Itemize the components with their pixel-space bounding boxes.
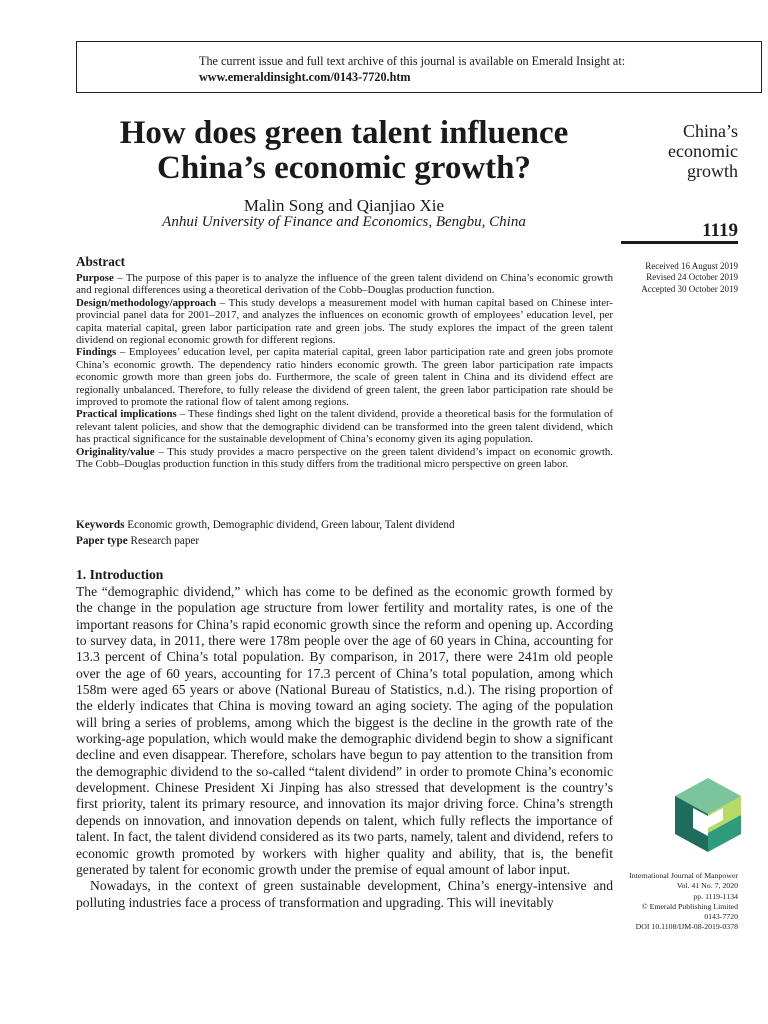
abstract-text: – Employees’ education level, per capita material capital, green labor participation rate and green jobs promote China’s economic growth. The dependency ratio hinders economic growth. The green labor participation rate impacts economic growth more than green jobs do. Furthermore, the scale of green talent in China and its dividend effect are regionally unbalanced. Therefore, to fully release the dividend of green talent, the green labor participation rate should be improved to promote the rational flow of talent among regions.: [76, 346, 613, 409]
abstract-label: Purpose: [76, 272, 114, 284]
paper-type: [76, 533, 613, 549]
received-date: Received 16 August 2019: [645, 261, 738, 271]
article-history-dates: [641, 261, 738, 295]
running-head-line: economic: [668, 141, 738, 161]
introduction-heading: 1. Introduction: [76, 567, 164, 582]
introduction-paragraph: Nowadays, in the context of green sustainable development, China’s energy-intensive and polluting industries face a process of transformation and upgrading. This will inevitably: [76, 878, 613, 910]
page-number-rule: [621, 241, 738, 244]
abstract-label: Design/methodology/approach: [76, 296, 217, 309]
keywords-block: [76, 517, 613, 549]
journal-doi[interactable]: DOI 10.1108/IJM-08-2019-0378: [635, 922, 738, 932]
running-head-line: China’s: [682, 121, 738, 141]
keywords: [76, 517, 613, 533]
journal-pages: pp. 1119-1134: [693, 891, 738, 901]
journal-issn: 0143-7720: [704, 912, 738, 922]
journal-info: [629, 871, 738, 933]
journal-name: International Journal of Manpower: [629, 871, 738, 880]
abstract-text: – This study provides a macro perspective on the green talent dividend’s impact on economic growth. The Cobb–Douglas production function in this study differs from the traditional micro perspective on green labor.: [76, 445, 613, 471]
abstract-text: – These findings shed light on the talent dividend, provide a theoretical basis for the formulation of relevant talent policies, and show that the demographic dividend can be transformed into the green talent dividend, which has practical significance for the sustainable development of China’s economy given its aging population.: [76, 408, 613, 446]
abstract: [76, 254, 613, 471]
introduction-paragraph: The “demographic dividend,” which has come to be defined as the economic growth formed by the change in the population age structure from lower fertility and mortality rates, is one of the important reasons for China’s rapid economic growth since the reform and opening up. According to survey data, in 2011, there were 178m people over the age of 60 years in China, accounting for 13.3 percent of China’s total population. By comparison, in 2017, there were 241m old people over the age of 60 years, accounting for 17.3 percent of China’s total population, among which 158m were aged 65 years or above (National Bureau of Statistics, n.d.). The rising proportion of the elderly indicates that China is moving toward an aging society. The aging of the population will bring a series of problems, among which the biggest is the decline in the growth rate of the working-age population, which would make the demographic dividend begin to show a significant decline and even disappear. Therefore, scholars have begun to pay attention to the transition from the demographic dividend to the so-called “talent dividend” in order to promote China’s economic development. Chinese President Xi Jinping has also stressed that development is the country’s first priority, talent its primary resource, and innovation its major driving force. China’s strength depends on innovation, and innovation depends on talent, which fully reflects the importance of talent. In fact, the talent dividend considered as its two parts, namely, talent and dividend, refers to economic growth promoted by workers with higher quality and ability, that is, the benefit generated by talent for economic growth under the premise of equal amount of labor input.: [76, 584, 613, 877]
archive-notice-text: The current issue and full text archive of this journal is available on Emerald Insight at:: [199, 54, 626, 68]
running-head: [598, 121, 738, 181]
authors: Malin Song and Qianjiao Xie: [243, 196, 445, 215]
archive-url-link[interactable]: www.emeraldinsight.com/0143-7720.htm: [199, 70, 411, 84]
abstract-label: Practical implications: [76, 408, 177, 421]
page-number: 1119: [702, 220, 738, 241]
title-line-1: How does green talent influence: [119, 115, 569, 151]
abstract-practical: [76, 408, 613, 445]
abstract-design: [76, 297, 613, 347]
paper-type-label: Paper type: [76, 535, 128, 547]
abstract-findings: [76, 346, 613, 408]
abstract-heading: Abstract: [76, 254, 126, 269]
revised-date: Revised 24 October 2019: [646, 272, 738, 283]
paper-type-text: Research paper: [130, 535, 200, 547]
journal-copyright: © Emerald Publishing Limited: [641, 901, 738, 911]
abstract-originality: [76, 446, 613, 471]
affiliation: Anhui University of Finance and Economics, Bengbu, China: [162, 214, 526, 230]
title-line-2: China’s economic growth?: [157, 150, 531, 186]
keywords-text: Economic growth, Demographic dividend, Green labour, Talent dividend: [127, 519, 455, 531]
abstract-label: Findings: [76, 346, 117, 359]
article-title: [76, 116, 612, 186]
accepted-date: Accepted 30 October 2019: [641, 283, 738, 294]
introduction-section: [76, 566, 613, 911]
abstract-text: – This study develops a measurement model with human capital based on Chinese inter-provincial panel data for 2001–2017, and analyzes the influences on economic growth of employees’ education level, per capita material capital, green labor participation rate and green jobs. The study explores the impact of the green talent dividend on regional economic growth for different regions.: [76, 296, 613, 347]
emerald-logo-icon: [675, 778, 741, 852]
abstract-text: – The purpose of this paper is to analyze the influence of the green talent dividend on China’s economic growth and regional differences using a theoretical derivation of the Cobb–Douglas production function.: [76, 272, 613, 297]
abstract-purpose: [76, 272, 613, 297]
running-head-line: growth: [687, 161, 738, 181]
keywords-label: Keywords: [76, 519, 125, 531]
abstract-label: Originality/value: [76, 445, 155, 458]
archive-notice-box: [76, 41, 762, 93]
journal-volume: Vol. 41 No. 7, 2020: [676, 881, 738, 891]
